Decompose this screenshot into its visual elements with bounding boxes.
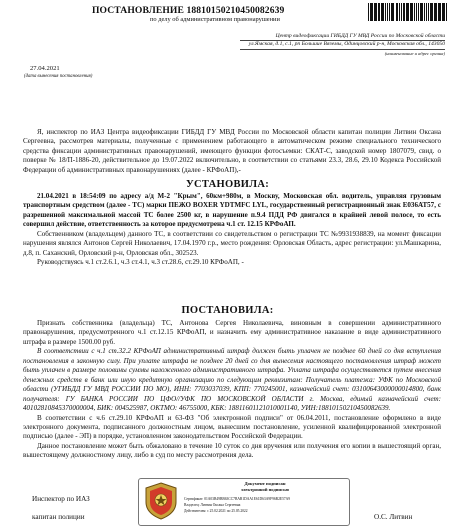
legal-basis-paragraph: Руководствуясь ч.1 ст.2.6.1, ч.3 ст.4.1, ч.3 ст.28.6, ст.29.10 КРФоАП, - <box>37 258 244 267</box>
intro-paragraph: Я, инспектор по ИАЗ Центра видеофиксации ГИБДД ГУ МВД России по Московской области капитан полиции Литвин Оксана Сергеевна, рассмотрев материалы, полученные с применением работающего в автоматическом режиме специального технического средства фиксации административных правонарушений, имеющего функции фотосъемки: СКАТ-С, заводской номер 1807079, свид. о поверке № 18/П-1886-20, действительное до 19.07.2022 включительно, в соответствии со статьями 23.3, 28.6, 29.10 Кодекса Российской Федерации об административных правонарушениях (далее - КРФоАП),- <box>23 128 441 174</box>
document-subtitle: по делу об административном правонарушении <box>150 16 280 23</box>
document-title: ПОСТАНОВЛЕНИЕ 18810150210450082639 <box>92 5 285 16</box>
stamp-owner: Владелец: Литвин Оксана Сергеевна <box>184 503 241 507</box>
violation-paragraph <box>23 192 441 230</box>
stamp-title-line-1: Документ подписан <box>244 481 286 486</box>
appeal-paragraph: Данное постановление может быть обжаловано в течение 10 суток со дня вручения или получения его копии в вышестоящий орган, вышестоящему должностному лицу, либо в суд по месту рассмотрения дела. <box>23 441 441 460</box>
e-signature-paragraph: В соответствии с ч.6 ст.29.10 КРФоАП и 63-ФЗ "Об электронной подписи" от 06.04.2011, постановление оформлено в виде электронного документа, подписанного должностным лицом, вынесшим постановление, усиленной квалифицированной электронной подписью (далее - ЭП) в порядке, установленном законодательством Российской Федерации. <box>23 413 441 441</box>
org-caption: (наименование и адрес органа) <box>384 50 445 56</box>
org-address: ул.Ямская, д.1, с.1, рп Большие Вяземы, Одинцовский р-н, Московская обл., 143050 <box>240 41 445 49</box>
stamp-validity: Действителен: с 25.02.2021 по 25.05.2022 <box>184 509 248 513</box>
decision-date: 27.04.2021 <box>30 65 60 72</box>
owner-paragraph: Собственником (владельцем) данного ТС, в соответствии со свидетельством о регистрации ТС №9931938839, на момент фиксации нарушения являлся Антонов Сергей Николаевич, 17.04.1970 г.р., место рождения: Орловская Область, адрес регистрации: ул.Машкарина, д.8, п. Саханский, Орловский р-н, Орловская обл., 302523. <box>23 229 441 257</box>
verdict-paragraph: Признать собственника (владельца) ТС, Антонова Сергея Николаевича, виновным в совершении административного правонарушения, предусмотренного ч.1 ст.12.15 КРФоАП, и назначить ему административное наказание в виде административного штрафа в размере 1500.00 руб. <box>23 319 441 346</box>
stamp-title <box>190 481 340 492</box>
signer-position-1: Инспектор по ИАЗ <box>32 495 90 503</box>
violation-text: 21.04.2021 в 18:54:09 по адресу а/д М-2 "Крым", 60км+980м, в Москву, Московская обл. водитель, управляя грузовым транспортным средством (далее - ТС) марки ПЕЖО BOXER YDTMFC LYL, государственный регистрационный знак Е036АТ57, с разрешенной максимальной массой ТС более 2500 кг, в нарушение п.9.4 ПДД РФ двигался в крайней левой полосе, то есть совершил действие, ответственность за которое предусмотрена ч.1 ст. 12.15 КРФоАП. <box>23 192 441 229</box>
org-name: Центр видеофиксации ГИБДД ГУ МВД России по Московской области <box>240 33 445 41</box>
date-caption: (дата вынесения постановления) <box>24 74 93 79</box>
signer-position-2: капитан полиции <box>32 513 85 521</box>
resolved-section <box>23 319 441 461</box>
established-section <box>23 192 441 268</box>
signer-name: О.С. Литвин <box>374 513 413 521</box>
resolved-heading: ПОСТАНОВИЛА: <box>181 305 274 316</box>
barcode <box>368 3 448 21</box>
stamp-certificate: Сертификат: 01A03B49BB63CC7BAB1DAA1E61D63A9F96B2E57A9 <box>184 497 291 501</box>
payment-paragraph <box>23 347 441 413</box>
police-emblem-icon <box>144 482 178 520</box>
barcode-bar <box>447 3 448 21</box>
payment-details: В соответствии с ч.1 ст.32.2 КРФоАП административный штраф должен быть уплачен не позднее 60 дней со дня вступления постановления в законную силу. При уплате штрафа не позднее 20 дней со дня вынесения настоящего постановления штраф может быть уплачен в размере половины суммы наложенного административного штрафа. Уплата штрафа осуществляется путем внесения денежных средств в банк или иную кредитную организацию по следующим реквизитам: Получатель платежа: УФК по Московской области (УГИБДД ГУ МВД РОССИИ ПО МО), ИНН: 7703037039, КПП: 770245001, казначейский счет: 03100643000000014800, банк получателя: ГУ БАНКА РОССИИ ПО ЦФО//УФК ПО МОСКОВСКОЙ ОБЛАСТИ г. Москва, единый казначейский счет: 40102810845370000004, БИК: 004525987, ОКТМО: 46755000, КБК: 18811601121010001140, УИН:18810150210450082639. <box>23 347 441 413</box>
issuing-organization <box>240 33 445 58</box>
stamp-title-line-2: электронной подписью <box>240 486 290 492</box>
intro-section <box>23 128 441 175</box>
established-heading: УСТАНОВИЛА: <box>185 179 270 190</box>
